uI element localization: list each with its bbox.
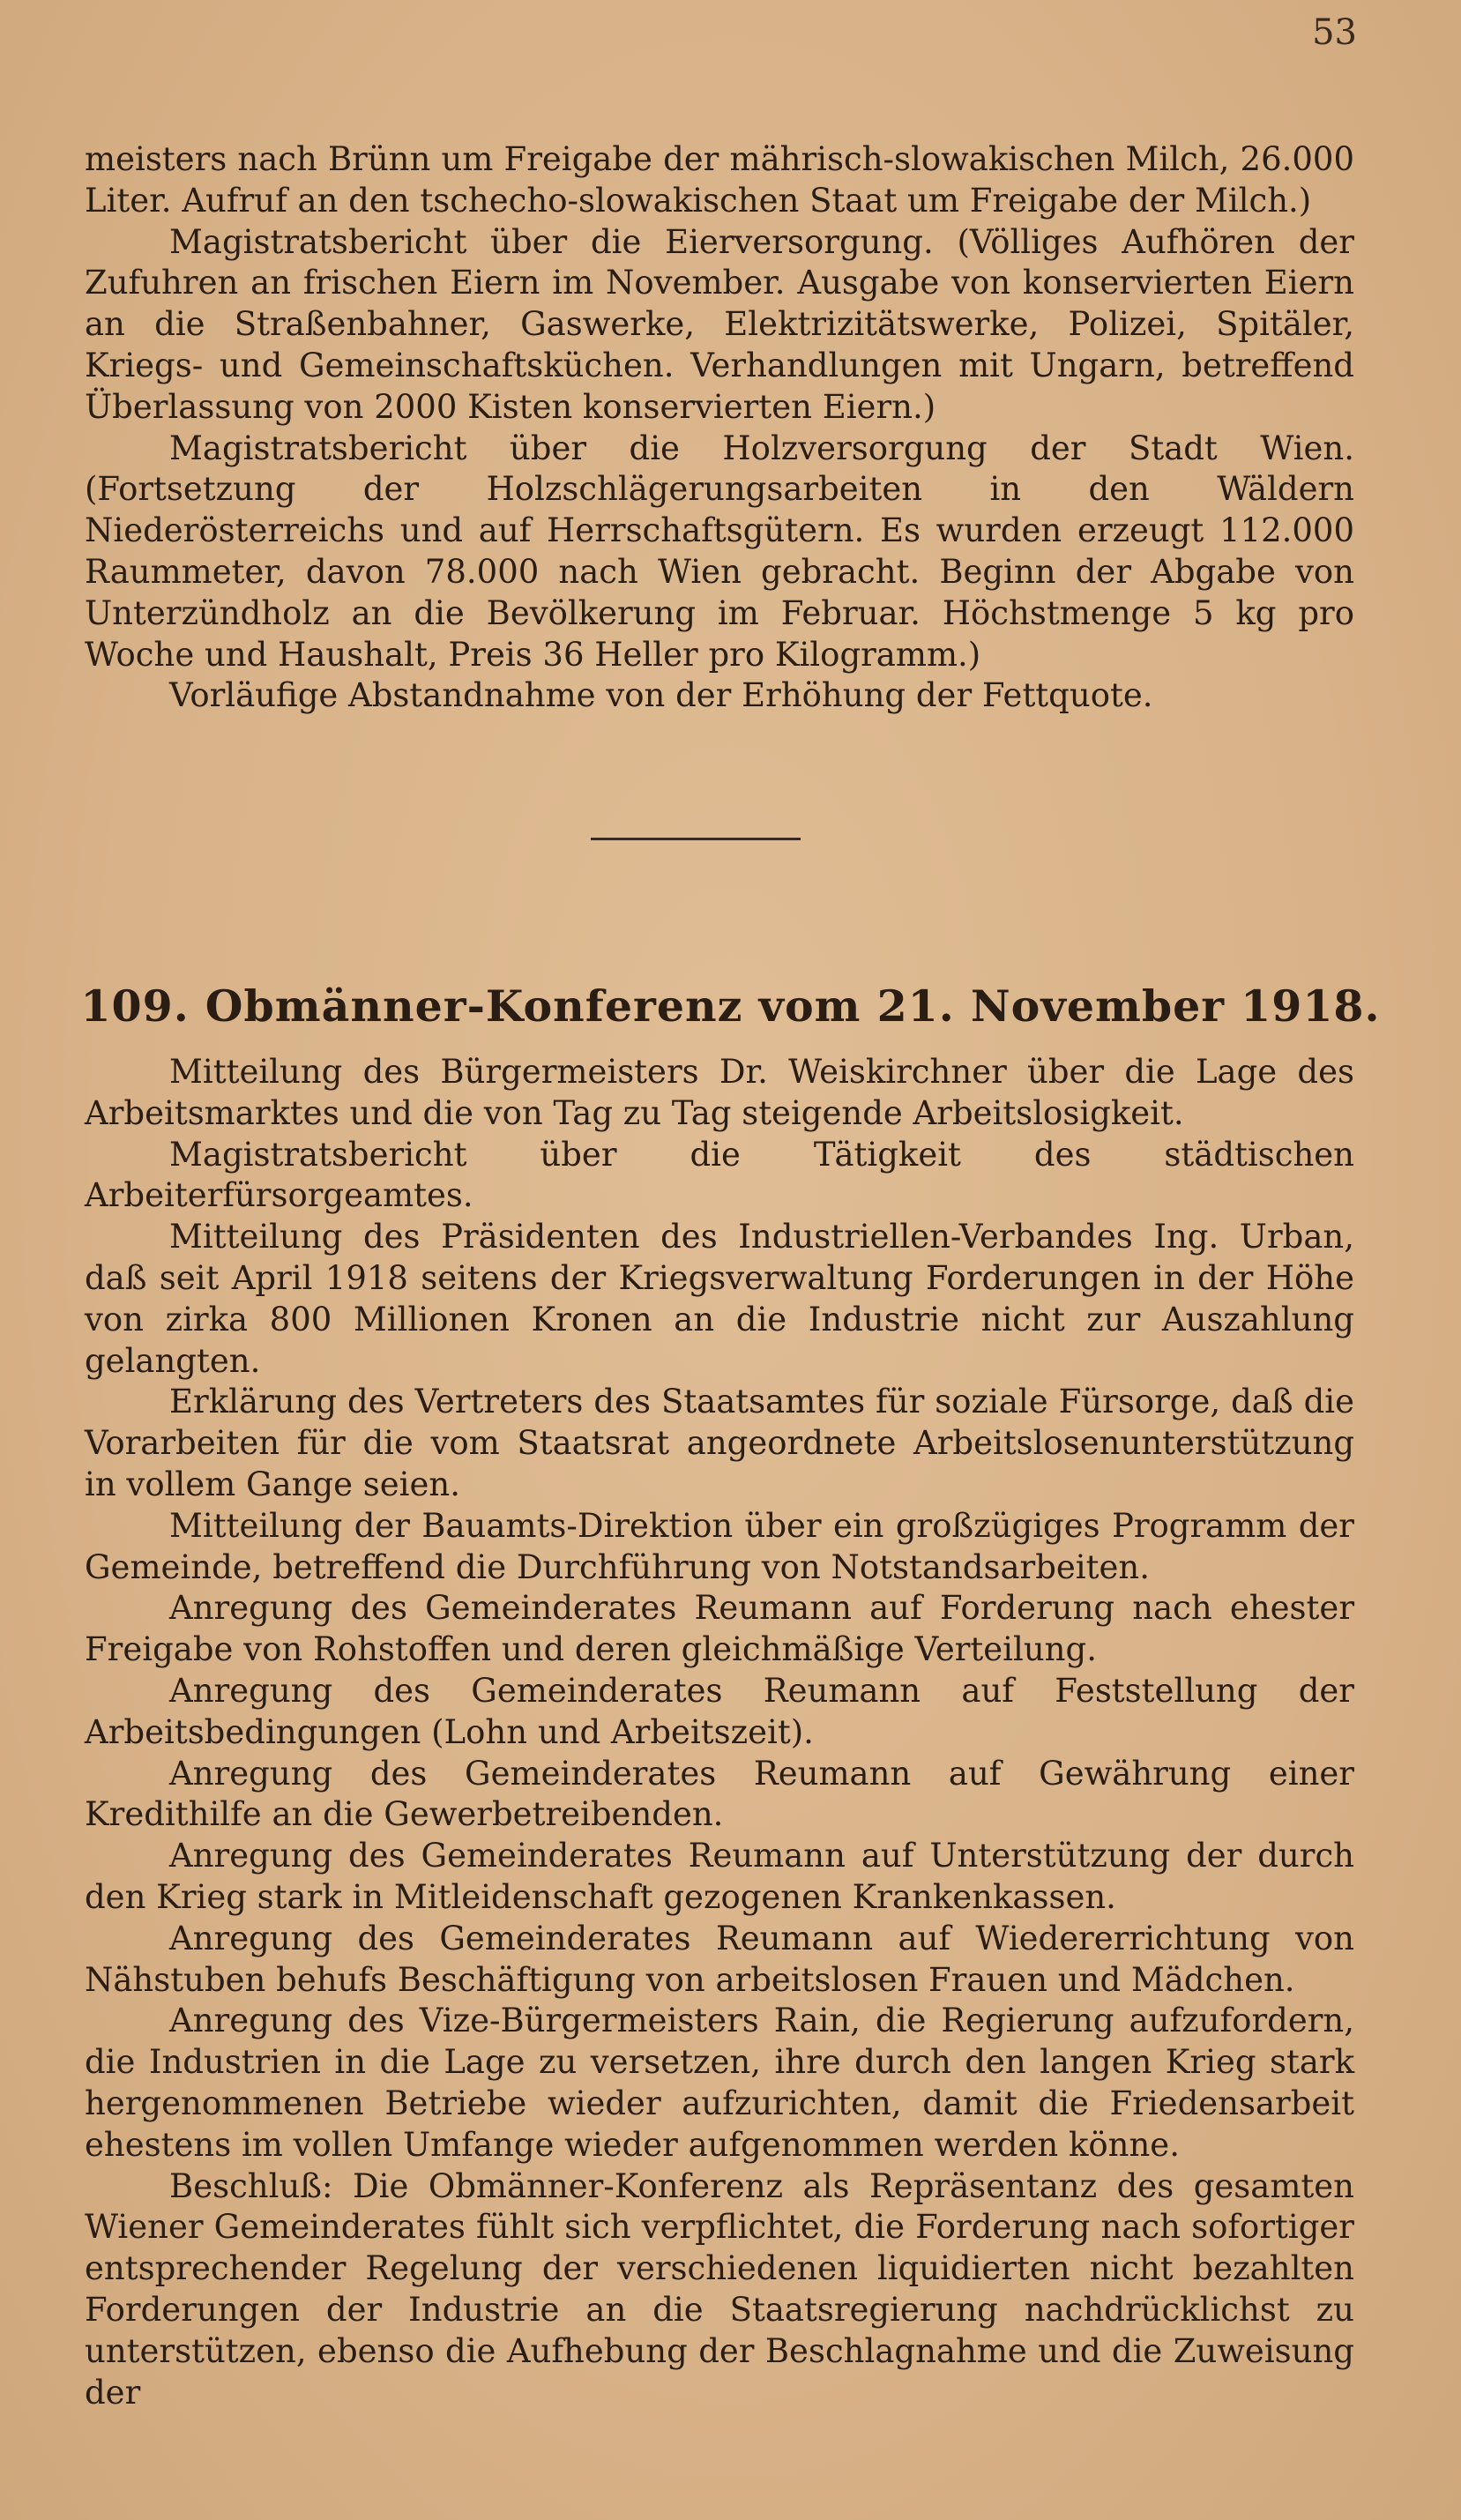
section-divider	[591, 838, 801, 840]
section-109	[85, 1052, 1354, 2413]
paragraph: Mitteilung des Bürgermeisters Dr. Weiskirchner über die Lage des Arbeitsmarktes und die von Tag zu Tag steigende Arbeitslosigkeit.	[85, 1053, 1354, 1132]
paragraph: Magistratsbericht über die Holzversorgung der Stadt Wien. (Fortsetzung der Holzschlägerungsarbeiten in den Wäldern Niederösterreichs und auf Herrschaftsgütern. Es wurden erzeugt 112.000 Raummeter, davon 78.000 nach Wien gebracht. Beginn der Abgabe von Unterzündholz an die Bevölkerung im Februar. Höchstmenge 5 kg pro Woche und Haushalt, Preis 36 Heller pro Kilogramm.)	[85, 429, 1354, 674]
paragraph: Magistratsbericht über die Tätigkeit des städtischen Arbeiterfürsorgeamtes.	[85, 1135, 1354, 1215]
page-number: 53	[1312, 12, 1357, 53]
section-heading: 109. Obmänner-Konferenz vom 21. November 1918.	[80, 980, 1381, 1032]
paragraph: Mitteilung des Präsidenten des Industriellen-Verbandes Ing. Urban, daß seit April 1918 seitens der Kriegsverwaltung Forderungen in der Höhe von zirka 800 Millionen Kronen an die Industrie nicht zur Auszahlung gelangten.	[85, 1218, 1354, 1380]
paragraph: Anregung des Gemeinderates Reumann auf Forderung nach ehester Freigabe von Rohstoffen und deren gleichmäßige Verteilung.	[85, 1589, 1354, 1669]
paragraph: Erklärung des Vertreters des Staatsamtes für soziale Fürsorge, daß die Vorarbeiten für die vom Staatsrat angeordnete Arbeitslosenunterstützung in vollem Gange seien.	[85, 1383, 1354, 1503]
paragraph: Beschluß: Die Obmänner-Konferenz als Repräsentanz des gesamten Wiener Gemeinderates fühlt sich verpflichtet, die Forderung nach sofortiger entsprechender Regelung der verschiedenen liquidierten nicht bezahlten Forderungen der Industrie an die Staatsregierung nachdrücklichst zu unterstützen, ebenso die Aufhebung der Beschlagnahme und die Zuweisung der	[85, 2166, 1354, 2412]
paragraph: meisters nach Brünn um Freigabe der mährisch-slowakischen Milch, 26.000 Liter. Aufruf an den tschecho-slowakischen Staat um Freigabe der Milch.)	[85, 140, 1354, 220]
paragraph: Vorläufige Abstandnahme von der Erhöhung der Fettquote.	[169, 676, 1153, 715]
paragraph: Magistratsbericht über die Eierversorgung. (Völliges Aufhören der Zufuhren an frischen Eiern im November. Ausgabe von konservierten Eiern an die Straßenbahner, Gaswerke, Elektrizitätswerke, Polizei, Spitäler, Kriegs- und Gemeinschaftsküchen. Verhandlungen mit Ungarn, betreffend Überlassung von 2000 Kisten konservierten Eiern.)	[85, 222, 1354, 426]
paragraph: Anregung des Gemeinderates Reumann auf Wiedererrichtung von Nähstuben behufs Beschäftigung von arbeitslosen Frauen und Mädchen.	[85, 1919, 1354, 1999]
paragraph: Anregung des Gemeinderates Reumann auf Feststellung der Arbeitsbedingungen (Lohn und Arbeitszeit).	[85, 1671, 1354, 1751]
paragraph: Anregung des Vize-Bürgermeisters Rain, die Regierung aufzufordern, die Industrien in die Lage zu versetzen, ihre durch den langen Krieg stark hergenommenen Betriebe wieder aufzurichten, damit die Friedensarbeit ehestens im vollen Umfange wieder aufgenommen werden könne.	[85, 2002, 1354, 2164]
paragraph: Anregung des Gemeinderates Reumann auf Gewährung einer Kredithilfe an die Gewerbetreibenden.	[85, 1754, 1354, 1834]
paragraph: Mitteilung der Bauamts-Direktion über ein großzügiges Programm der Gemeinde, betreffend die Durchführung von Notstandsarbeiten.	[85, 1506, 1354, 1586]
continued-section	[85, 139, 1354, 717]
paragraph: Anregung des Gemeinderates Reumann auf Unterstützung der durch den Krieg stark in Mitleidenschaft gezogenen Krankenkassen.	[85, 1837, 1354, 1916]
